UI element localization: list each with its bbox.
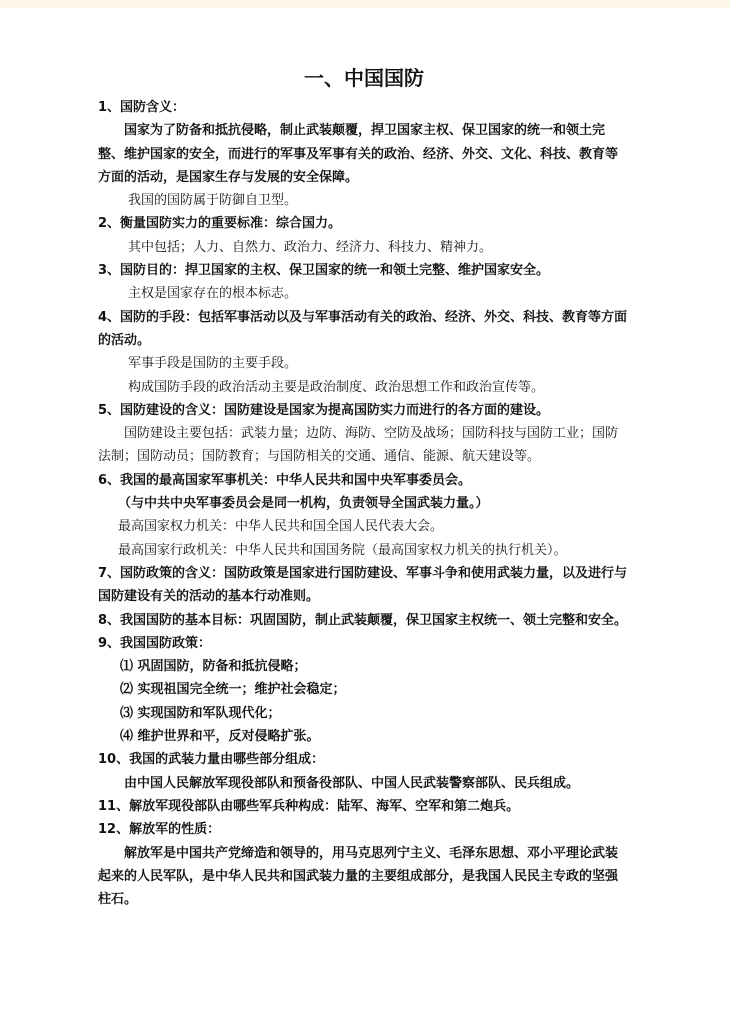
paragraph-line: 1、国防含义：	[98, 100, 186, 115]
paragraph-line: ⑵ 实现祖国完全统一；维护社会稳定；	[120, 682, 346, 698]
paragraph-line: 构成国防手段的政治活动主要是政治制度、政治思想工作和政治宣传等。	[128, 379, 545, 395]
top-band	[0, 0, 730, 8]
paragraph-line: 军事手段是国防的主要手段。	[128, 356, 298, 372]
paragraph-line: 8、我国国防的基本目标：巩固国防，制止武装颠覆，保卫国家主权统一、领土完整和安全。	[98, 612, 628, 628]
paragraph-line: 国防建设主要包括：武装力量；边防、海防、空防及战场；国防科技与国防工业；国防法制；国防动员；国防教育；与国防相关的交通、通信、能源、航天建设等。	[98, 426, 619, 465]
paragraph-line: 解放军是中国共产党缔造和领导的，用马克思列宁主义、毛泽东思想、邓小平理论武装起来的人民军队，是中华人民共和国武装力量的主要组成部分，是我国人民民主专政的坚强柱石。	[98, 845, 619, 908]
paragraph-line: 11、解放军现役部队由哪些军兵种构成：陆军、海军、空军和第二炮兵。	[98, 798, 520, 814]
paragraph-line: 国家为了防备和抵抗侵略，制止武装颠覆，捍卫国家主权、保卫国家的统一和领土完整、维护国家的安全，而进行的军事及军事有关的政治、经济、外交、文化、科技、教育等方面的活动，是国家生存与发展的安全保障。	[98, 123, 619, 185]
paragraph-line: （与中共中央军事委员会是同一机构，负责领导全国武装力量。）	[118, 496, 489, 512]
paragraph-line: 其中包括；人力、自然力、政治力、经济力、科技力、精神力。	[128, 239, 493, 255]
paragraph-line: 12、解放军的性质：	[98, 822, 221, 838]
paragraph-line: 最高国家行政机关：中华人民共和国国务院（最高国家权力机关的执行机关）。	[118, 542, 567, 558]
paragraph-line: 4、国防的手段：包括军事活动以及与军事活动有关的政治、经济、外交、科技、教育等方面的活动。	[98, 309, 628, 348]
page-title: 一、中国国防	[304, 66, 424, 90]
paragraph-line: 7、国防政策的含义：国防政策是国家进行国防建设、军事斗争和使用武装力量，以及进行与国防建设有关的活动的基本行动准则。	[98, 565, 628, 605]
paragraph-line: 2、衡量国防实力的重要标准：综合国力。	[98, 216, 342, 232]
paragraph-line: ⑴ 巩固国防，防备和抵抗侵略；	[120, 659, 307, 675]
paragraph-line: 3、国防目的：捍卫国家的主权、保卫国家的统一和领土完整、维护国家安全。	[98, 263, 550, 279]
paragraph-line: ⑶ 实现国防和军队现代化；	[120, 705, 281, 721]
paragraph-line: 我国的国防属于防御自卫型。	[128, 193, 298, 209]
paragraph-line: 主权是国家存在的根本标志。	[128, 286, 298, 302]
paragraph-line: 5、国防建设的含义：国防建设是国家为提高国防实力而进行的各方面的建设。	[98, 402, 550, 418]
paragraph-line: ⑷ 维护世界和平，反对侵略扩张。	[120, 729, 320, 745]
document-page	[98, 62, 630, 911]
paragraph-line: 9、我国国防政策：	[98, 635, 212, 651]
paragraph-line: 10、我国的武装力量由哪些部分组成：	[98, 752, 325, 768]
document-body	[98, 96, 630, 911]
paragraph-line: 6、我国的最高国家军事机关：中华人民共和国中央军事委员会。	[98, 472, 472, 488]
paragraph-line: 最高国家权力机关：中华人民共和国全国人民代表大会。	[118, 519, 444, 535]
paragraph-line: 由中国人民解放军现役部队和预备役部队、中国人民武装警察部队、民兵组成。	[124, 775, 580, 791]
